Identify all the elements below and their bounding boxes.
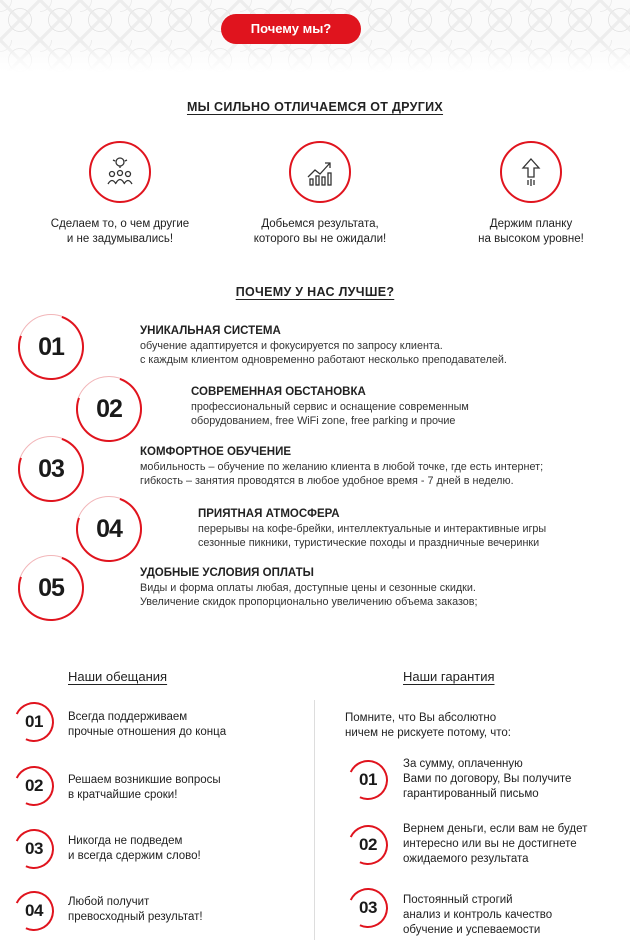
reason-desc-line: сезонные пикники, туристические походы и праздничные вечеринки [198,537,540,549]
growth-chart-icon [289,141,351,203]
guarantee-text-line: анализ и контроль качество [403,909,553,921]
promise-text-line: прочные отношения до конца [68,726,227,738]
guarantee-number: 02 [359,835,377,854]
reason-number: 02 [96,395,122,423]
promises-heading: Наши обещания [68,669,168,684]
reason-number: 01 [38,333,64,361]
guarantees-intro-line: ничем не рискуете потому, что: [345,727,511,739]
guarantee-text-line: ожидаемого результата [403,853,529,865]
reason-title: СОВРЕМЕННАЯ ОБСТАНОВКА [191,386,366,398]
arrow-up-icon [500,141,562,203]
guarantee-text-line: Постоянный строгий [403,894,513,906]
guarantee-text-line: гарантированный письмо [403,788,539,800]
guarantee-text-line: интересно или вы не достигнете [403,838,577,850]
guarantee-text-line: Вернем деньги, если вам не будет [403,823,588,835]
feature-text-line: которого вы не ожидали! [253,233,387,245]
promise-text-line: превосходный результат! [68,911,203,923]
promise-text-line: Решаем возникшие вопросы [68,774,221,786]
guarantee-text-line: За сумму, оплаченную [403,758,523,770]
reason-desc-line: профессиональный сервис и оснащение современным [191,401,469,413]
reason-title: КОМФОРТНОЕ ОБУЧЕНИЕ [140,446,292,458]
promise-text-line: Любой получит [68,896,150,908]
promise-text-line: Всегда поддерживаем [68,711,188,723]
reason-desc-line: оборудованием, free WiFi zone, free parking и прочие [191,415,456,427]
team-idea-icon [89,141,151,203]
why-us-button[interactable]: Почему мы? [221,14,361,44]
feature-text-line: и не задумывались! [66,233,174,245]
reason-desc-line: Увеличение скидок пропорционально увеличению объема заказов; [140,596,478,608]
promise-number: 03 [25,839,43,858]
guarantees-intro-line: Помните, что Вы абсолютно [345,712,497,724]
feature-text-line: на высоком уровне! [478,233,584,245]
reason-title: УДОБНЫЕ УСЛОВИЯ ОПЛАТЫ [140,567,314,579]
guarantee-number: 03 [359,898,377,917]
reason-title: ПРИЯТНАЯ АТМОСФЕРА [198,508,340,520]
feature-item [25,141,215,247]
feature-item [225,141,415,247]
reason-desc-line: перерывы на кофе-брейки, интеллектуальные и интерактивные игры [198,523,547,535]
section-heading-different: МЫ СИЛЬНО ОТЛИЧАЕМСЯ ОТ ДРУГИХ [186,100,444,114]
reason-number: 04 [96,515,122,543]
reason-desc-line: с каждым клиентом одновременно работают несколько преподавателей. [140,354,507,366]
promise-number: 04 [25,901,43,920]
column-divider [314,700,315,940]
guarantee-text-line: Вами по договору, Вы получите [403,773,572,785]
guarantees-heading: Наши гарантия [403,669,495,684]
guarantee-number: 01 [359,770,377,789]
reason-desc-line: мобильность – обучение по желанию клиента в любой точке, где есть интернет; [140,461,544,473]
feature-text-line: Держим планку [489,218,573,230]
reason-title: УНИКАЛЬНАЯ СИСТЕМА [140,325,281,337]
promise-text-line: в кратчайшие сроки! [68,789,178,801]
feature-text-line: Добьемся результата, [261,218,379,230]
reason-desc-line: гибкость – занятия проводятся в любое удобное время - 7 дней в неделю. [140,475,514,487]
promise-text-line: Никогда не подведем [68,835,183,847]
feature-item [436,141,626,247]
promise-number: 02 [25,776,43,795]
promise-number: 01 [25,712,43,731]
reason-desc-line: Виды и форма оплаты любая, доступные цены и сезонные скидки. [140,582,476,594]
reason-number: 03 [38,455,64,483]
feature-text-line: Сделаем то, о чем другие [50,218,190,230]
section-heading-why-better: ПОЧЕМУ У НАС ЛУЧШЕ? [235,285,395,299]
reason-desc-line: обучение адаптируется и фокусируется по запросу клиента. [140,340,443,352]
reason-number: 05 [38,574,64,602]
promise-text-line: и всегда сдержим слово! [68,850,201,862]
guarantee-text-line: обучение и успеваемости [403,924,541,936]
